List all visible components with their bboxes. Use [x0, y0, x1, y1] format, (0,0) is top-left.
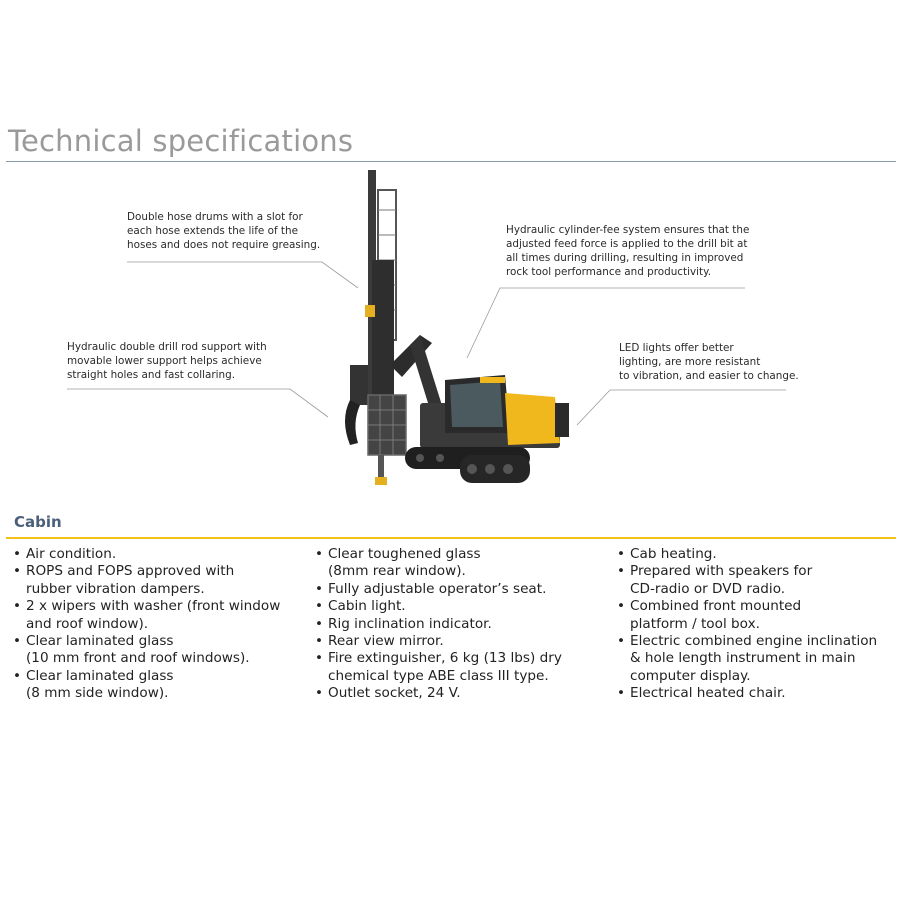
- list-item: • Combined front mounted platform / tool box.: [616, 598, 896, 633]
- callout-line: all times during drilling, resulting in improved: [506, 252, 744, 264]
- page-title: Technical specifications: [8, 124, 354, 158]
- callout-line: Hydraulic cylinder-fee system ensures that the: [506, 224, 750, 236]
- callout-line: movable lower support helps achieve: [67, 355, 262, 367]
- cabin-divider: [6, 537, 896, 539]
- drill-rig-illustration: [320, 165, 580, 495]
- cabin-heading: Cabin: [14, 513, 62, 531]
- callout-hose-drums: [127, 210, 320, 252]
- leader-led-lights: [577, 390, 786, 425]
- callout-line: straight holes and fast collaring.: [67, 369, 236, 381]
- list-item: • Cabin light.: [314, 598, 604, 615]
- cabin-column-3: [616, 546, 896, 703]
- callout-line: hoses and does not require greasing.: [127, 239, 321, 251]
- callout-drill-rod-support: [67, 340, 267, 382]
- cabin-column-2: [314, 546, 604, 703]
- list-item: • Clear laminated glass (10 mm front and roof windows).: [12, 633, 297, 668]
- leader-drill-rod-support: [67, 389, 328, 417]
- list-item: • Fire extinguisher, 6 kg (13 lbs) dry chemical type ABE class III type.: [314, 650, 604, 685]
- list-item: • ROPS and FOPS approved with rubber vibration dampers.: [12, 563, 297, 598]
- list-item: • Electric combined engine inclination & hole length instrument in main computer display.: [616, 633, 896, 685]
- list-item: • Rig inclination indicator.: [314, 616, 604, 633]
- list-item: • Air condition.: [12, 546, 297, 563]
- title-divider: [6, 161, 896, 162]
- list-item: • Electrical heated chair.: [616, 685, 896, 702]
- callout-line: lighting, are more resistant: [619, 356, 761, 368]
- list-item: • Clear laminated glass (8 mm side window).: [12, 668, 297, 703]
- callout-line: Double hose drums with a slot for: [127, 211, 303, 223]
- list-item: • Clear toughened glass (8mm rear window).: [314, 546, 604, 581]
- list-item: • Prepared with speakers for CD-radio or DVD radio.: [616, 563, 896, 598]
- callout-line: to vibration, and easier to change.: [619, 370, 799, 382]
- callout-line: rock tool performance and productivity.: [506, 266, 712, 278]
- list-item: • Cab heating.: [616, 546, 896, 563]
- callout-line: each hose extends the life of the: [127, 225, 298, 237]
- callout-led-lights: [619, 341, 799, 383]
- list-item: • Rear view mirror.: [314, 633, 604, 650]
- cabin-column-1: [12, 546, 297, 703]
- list-item: • Fully adjustable operator’s seat.: [314, 581, 604, 598]
- list-item: • Outlet socket, 24 V.: [314, 685, 604, 702]
- callout-line: adjusted feed force is applied to the drill bit at: [506, 238, 748, 250]
- callout-line: LED lights offer better: [619, 342, 734, 354]
- list-item: • 2 x wipers with washer (front window and roof window).: [12, 598, 297, 633]
- callout-line: Hydraulic double drill rod support with: [67, 341, 267, 353]
